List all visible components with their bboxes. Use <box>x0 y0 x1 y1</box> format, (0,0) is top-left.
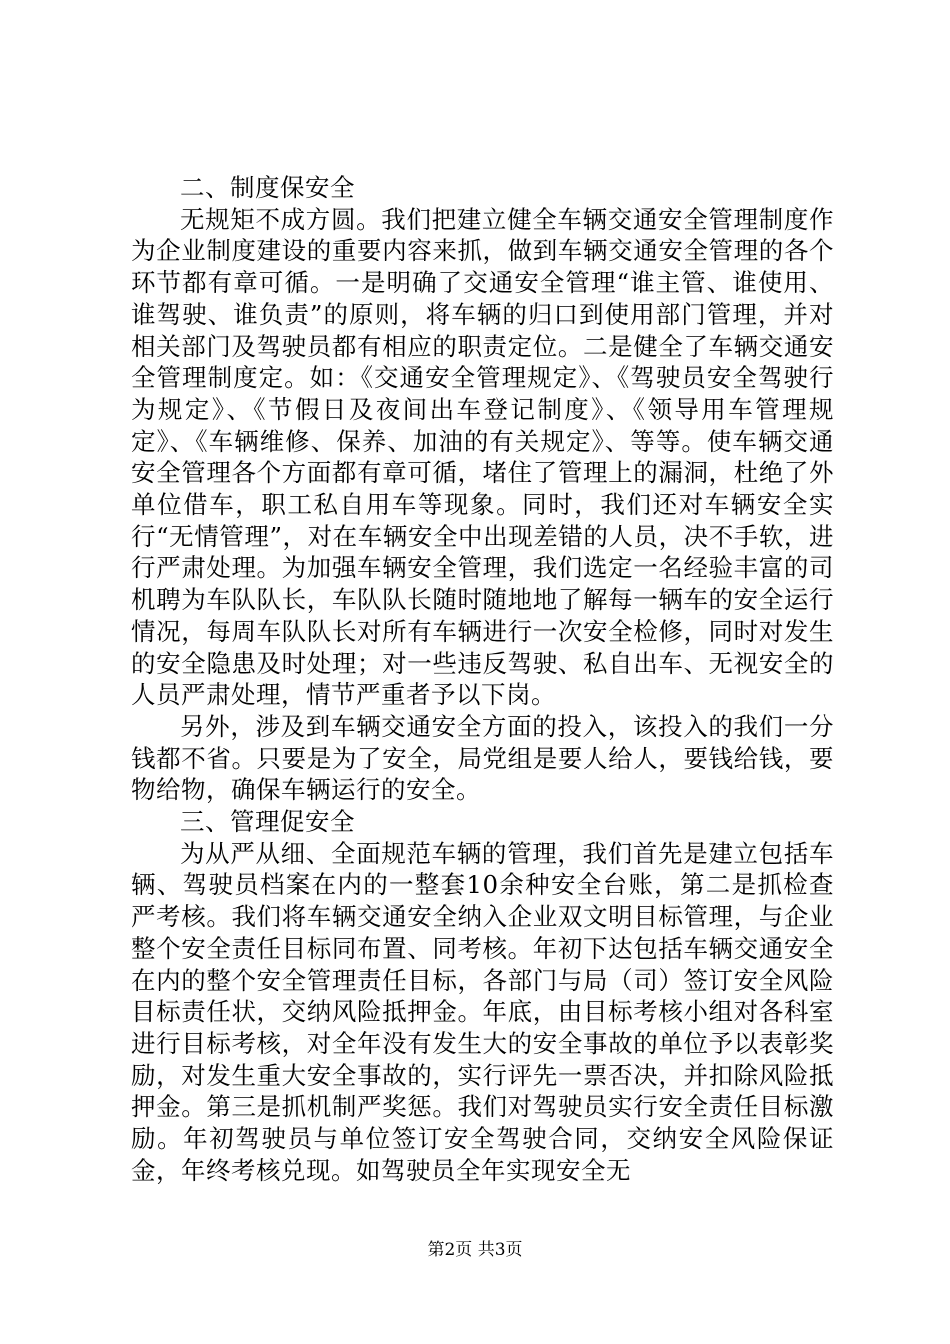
section-heading-system: 二、制度保安全 <box>180 173 355 202</box>
section-heading-management: 三、管理促安全 <box>180 807 355 837</box>
paragraph-management: 为从严从细、全面规范车辆的管理，我们首先是建立包括车辆、驾驶员档案在内的一整套10余种安全台账，第二是抓检查严考核。我们将车辆交通安全纳入企业双文明目标管理，与企业整个安全责任目标同布置、同考核。年初下达包括车辆交通安全在内的整个安全管理责任目标，各部门与局（司）签订安全风险目标责任状，交纳风险抵押金。年底，由目标考核小组对各科室进行目标考核，对全年没有发生大的安全事故的单位予以表彰奖励，对发生重大安全事故的，实行评先一票否决，并扣除风险抵押金。第三是抓机制严奖惩。我们对驾驶员实行安全责任目标激励。年初驾驶员与单位签订安全驾驶合同，交纳安全风险保证金，年终考核兑现。如驾驶员全年实现安全无 <box>131 838 834 1185</box>
document-body <box>131 172 834 1187</box>
paragraph-investment: 另外，涉及到车辆交通安全方面的投入，该投入的我们一分钱都不省。只要是为了安全，局党组是要人给人，要钱给钱，要物给物，确保车辆运行的安全。 <box>131 711 834 805</box>
page-number-footer: 第2页 共3页 <box>427 1240 523 1260</box>
paragraph-system-rules: 无规矩不成方圆。我们把建立健全车辆交通安全管理制度作为企业制度建设的重要内容来抓，做到车辆交通安全管理的各个环节都有章可循。一是明确了交通安全管理“谁主管、谁使用、谁驾驶、谁负责”的原则，将车辆的归口到使用部门管理，并对相关部门及驾驶员都有相应的职责定位。二是健全了车辆交通安全管理制度定。如：《交通安全管理规定》、《驾驶员安全驾驶行为规定》、《节假日及夜间出车登记制度》、《领导用车管理规定》、《车辆维修、保养、加油的有关规定》、等等。使车辆交通安全管理各个方面都有章可循，堵住了管理上的漏洞，杜绝了外单位借车，职工私自用车等现象。同时，我们还对车辆安全实行“无情管理”，对在车辆安全中出现差错的人员，决不手软，进行严肃处理。为加强车辆安全管理，我们选定一名经验丰富的司机聘为车队队长，车队队长随时随地地了解每一辆车的安全运行情况，每周车队队长对所有车辆进行一次安全检修，同时对发生的安全隐患及时处理；对一些违反驾驶、私自出车、无视安全的人员严肃处理，情节严重者予以下岗。 <box>131 204 834 710</box>
